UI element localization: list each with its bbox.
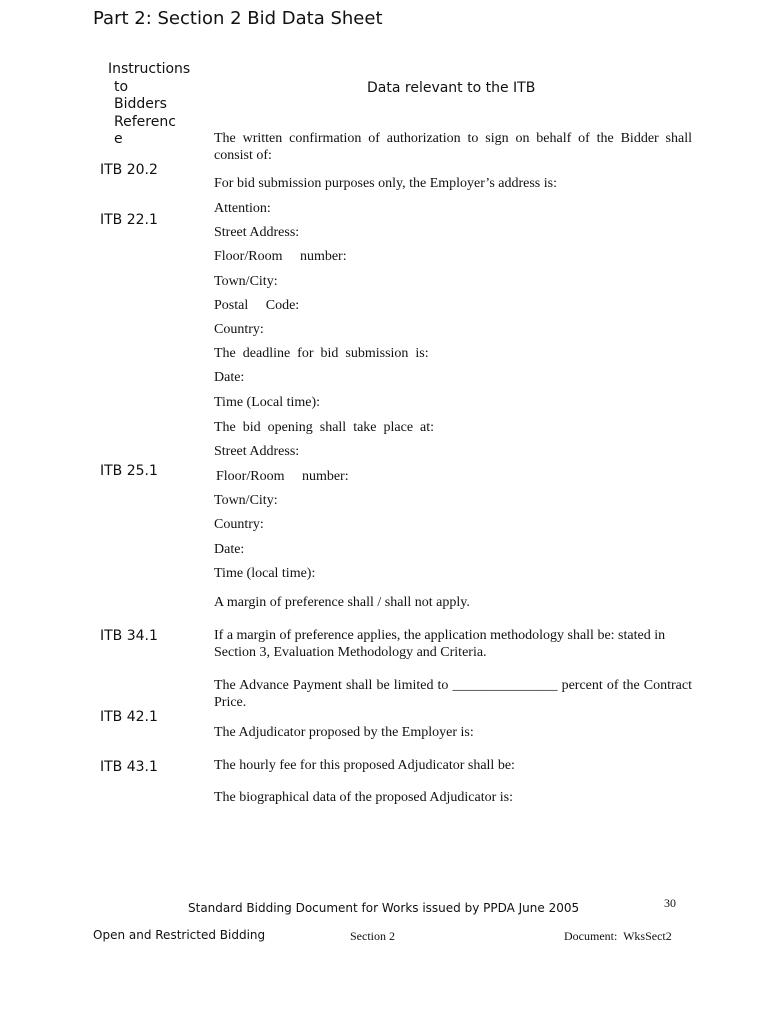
column-header-line: Referenc [114, 113, 176, 130]
itb-ref-20-2: ITB 20.2 [100, 162, 158, 178]
footer-bidding-type: Open and Restricted Bidding [93, 928, 266, 942]
itb-ref-25-1: ITB 25.1 [100, 463, 158, 479]
opening-street-address-label: Street Address: [214, 444, 300, 459]
itb-ref-34-1: ITB 34.1 [100, 628, 158, 644]
biodata-text: The biographical data of the proposed Adjudicator is: [214, 790, 513, 805]
hourly-fee-text: The hourly fee for this proposed Adjudicator shall be: [214, 758, 515, 773]
floor-room-label: Floor/Room number: [214, 249, 347, 264]
street-address-label: Street Address: [214, 225, 300, 240]
footer-section: Section 2 [350, 929, 395, 943]
town-city-label: Town/City: [214, 274, 278, 289]
advance-payment-text: The Advance Payment shall be limited to _______________ percent of the Contract Price. [214, 678, 692, 710]
deadline-text: The deadline for bid submission is: [214, 346, 429, 361]
page-title: Part 2: Section 2 Bid Data Sheet [93, 8, 383, 29]
time-local-label: Time (Local time): [214, 395, 321, 410]
attention-label: Attention: [214, 201, 271, 216]
employer-address-intro: For bid submission purposes only, the Employer’s address is: [214, 176, 557, 191]
date-label: Date: [214, 370, 245, 385]
footer-document-title: Standard Bidding Document for Works issued by PPDA June 2005 [188, 901, 580, 915]
margin-of-preference-text: A margin of preference shall / shall not apply. [214, 595, 470, 610]
column-header-itb-reference [108, 61, 190, 149]
itb-ref-42-1: ITB 42.1 [100, 709, 158, 725]
itb-ref-43-1: ITB 43.1 [100, 759, 158, 775]
opening-date-label: Date: [214, 542, 245, 557]
margin-methodology-text: If a margin of preference applies, the application methodology shall be: stated in Section 3, Evaluation Methodology and Criteria. [214, 628, 666, 660]
page-number: 30 [664, 896, 676, 910]
adjudicator-text: The Adjudicator proposed by the Employer is: [214, 725, 474, 740]
opening-floor-room-label: Floor/Room number: [216, 469, 349, 484]
column-header-line: Bidders [114, 96, 167, 112]
postal-code-label: Postal Code: [214, 298, 300, 313]
bid-opening-text: The bid opening shall take place at: [214, 420, 435, 435]
column-header-data: Data relevant to the ITB [367, 80, 536, 96]
itb-ref-22-1: ITB 22.1 [100, 212, 158, 228]
footer-document-id: Document: WksSect2 [564, 929, 672, 943]
authorization-text: The written confirmation of authorization to sign on behalf of the Bidder shall consist of: [214, 131, 692, 163]
opening-time-label: Time (local time): [214, 566, 316, 581]
column-header-line: Instructions [108, 61, 191, 77]
column-header-line: e [114, 131, 123, 147]
country-label: Country: [214, 322, 264, 337]
opening-country-label: Country: [214, 517, 264, 532]
opening-town-city-label: Town/City: [214, 493, 278, 508]
column-header-line: to [114, 78, 129, 95]
